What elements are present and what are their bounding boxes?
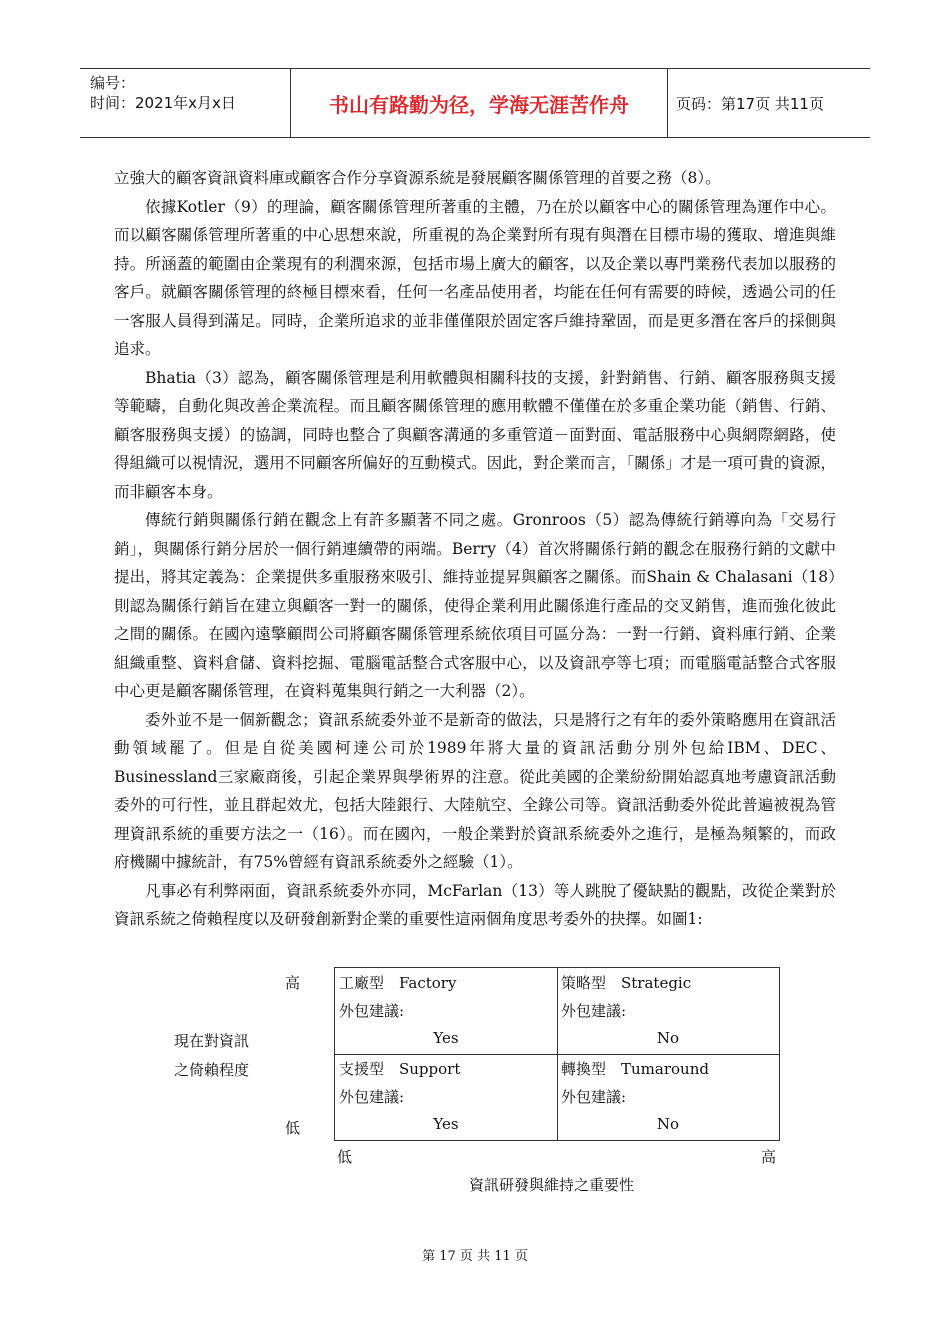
y-axis-label-line1: 現在對資訊 [174, 1032, 250, 1050]
cell-title: 工廠型 Factory [339, 974, 457, 992]
cell-title: 支援型 Support [339, 1060, 461, 1078]
time-label: 时间：2021年x月x日 [90, 94, 236, 112]
cell-value: No [656, 1115, 680, 1133]
header-meta [80, 69, 291, 137]
number-label: 编号： [90, 74, 136, 92]
cell-strategic [557, 968, 779, 1054]
paragraph-outsourcing: 委外並不是一個新觀念；資訊系統委外並不是新奇的做法，只是將行之有年的委外策略應用在資訊活動領域罷了。但是自從美國柯達公司於1989年將大量的資訊活動分別外包給IBM、DEC、Businessland三家廠商後，引起企業界與學術界的注意。從此美國的企業紛紛開始認真地考慮資訊活動委外的可行性，並且群起效尤，包括大陸銀行、大陸航空、全錄公司等。資訊活動委外從此普遍被視為管理資訊系統的重要方法之一（16）。而在國內，一般企業對於資訊系統委外之進行，是極為頻繁的，而政府機關中據統計，有75%曾經有資訊系統委外之經驗（1）。 [114, 710, 836, 871]
cell-turnaround [557, 1054, 779, 1140]
cell-value: Yes [433, 1115, 459, 1133]
cell-advice-label: 外包建議: [561, 1002, 627, 1020]
cell-advice-label: 外包建議: [339, 1002, 405, 1020]
paragraph-kotler: 依據Kotler（9）的理論，顧客關係管理所著重的主體，乃在於以顧客中心的關係管理為運作中心。而以顧客關係管理所著重的中心思想來說，所重視的為企業對所有現有與潛在目標市場的獲取、增進與維持。所涵蓋的範圍由企業現有的利潤來源，包括市場上廣大的顧客，以及企業以專門業務代表加以服務的客戶。就顧客關係管理的終極目標來看，任何一名產品使用者，均能在任何有需要的時候，透過公司的任一客服人員得到滿足。同時，企業所追求的並非僅僅限於固定客戶維持鞏固，而是更多潛在客戶的採側與追求。 [114, 197, 836, 358]
document-body [114, 164, 836, 934]
cell-title: 轉換型 Tumaround [561, 1060, 709, 1078]
y-axis-low: 低 [285, 1119, 301, 1137]
y-axis-label-line2: 之倚賴程度 [174, 1061, 250, 1079]
y-axis-high: 高 [285, 974, 301, 992]
header-motto: 书山有路勤为径，学海无涯苦作舟 [291, 69, 668, 137]
x-axis-label: 資訊研發與維持之重要性 [469, 1176, 635, 1194]
paragraph-mcfarlan: 凡事必有利弊兩面，資訊系統委外亦同，McFarlan（13）等人跳脫了優缺點的觀點，改從企業對於資訊系統之倚賴程度以及研發創新對企業的重要性這兩個角度思考委外的抉擇。如圖1: [114, 881, 836, 928]
paragraph-bhatia: Bhatia（3）認為，顧客關係管理是利用軟體與相關科技的支援，針對銷售、行銷、顧客服務與支援等範疇，自動化與改善企業流程。而且顧客關係管理的應用軟體不僅僅在於多重企業功能（銷售、行銷、顧客服務與支援）的協調，同時也整合了與顧客溝通的多重管道－面對面、電話服務中心與網際網路，使得組織可以視情況，選用不同顧客所偏好的互動模式。因此，對企業而言，「關係」才是一項可貴的資源，而非顧客本身。 [114, 368, 836, 501]
cell-value: No [656, 1029, 680, 1047]
matrix-grid [334, 967, 780, 1141]
cell-title: 策略型 Strategic [561, 974, 692, 992]
x-axis-high: 高 [761, 1148, 777, 1166]
cell-support [335, 1054, 557, 1140]
paragraph-relationship-marketing: 傳統行銷與關係行銷在觀念上有許多顯著不同之處。Gronroos（5）認為傳統行銷導向為「交易行銷」，與關係行銷分居於一個行銷連續帶的兩端。Berry（4）首次將關係行銷的觀念在服務行銷的文獻中提出，將其定義為：企業提供多重服務來吸引、維持並提昇與顧客之關係。而Shain & Chalasani（18）則認為關係行銷旨在建立與顧客一對一的關係，使得企業利用此關係進行產品的交叉銷售，進而強化彼此之間的關係。在國內遠擎顧問公司將顧客關係管理系統依項目可區分為：一對一行銷、資料庫行銷、企業組織重整、資料倉儲、資料挖掘、電腦電話整合式客服中心，以及資訊亭等七項；而電腦電話整合式客服中心更是顧客關係管理，在資料蒐集與行銷之一大利器（2）。 [114, 511, 836, 700]
page-header [80, 68, 870, 138]
x-axis-low: 低 [337, 1148, 353, 1166]
header-page-info: 页码：第17页 共11页 [676, 94, 824, 113]
cell-value: Yes [433, 1029, 459, 1047]
cell-factory [335, 968, 557, 1054]
cell-advice-label: 外包建議: [561, 1088, 627, 1106]
paragraph-continuation: 立強大的顧客資訊資料庫或顧客合作分享資源系統是發展顧客關係管理的首要之務（8）。 [114, 169, 721, 187]
page-footer: 第 17 页 共 11 页 [422, 1249, 528, 1264]
cell-advice-label: 外包建議: [339, 1088, 405, 1106]
